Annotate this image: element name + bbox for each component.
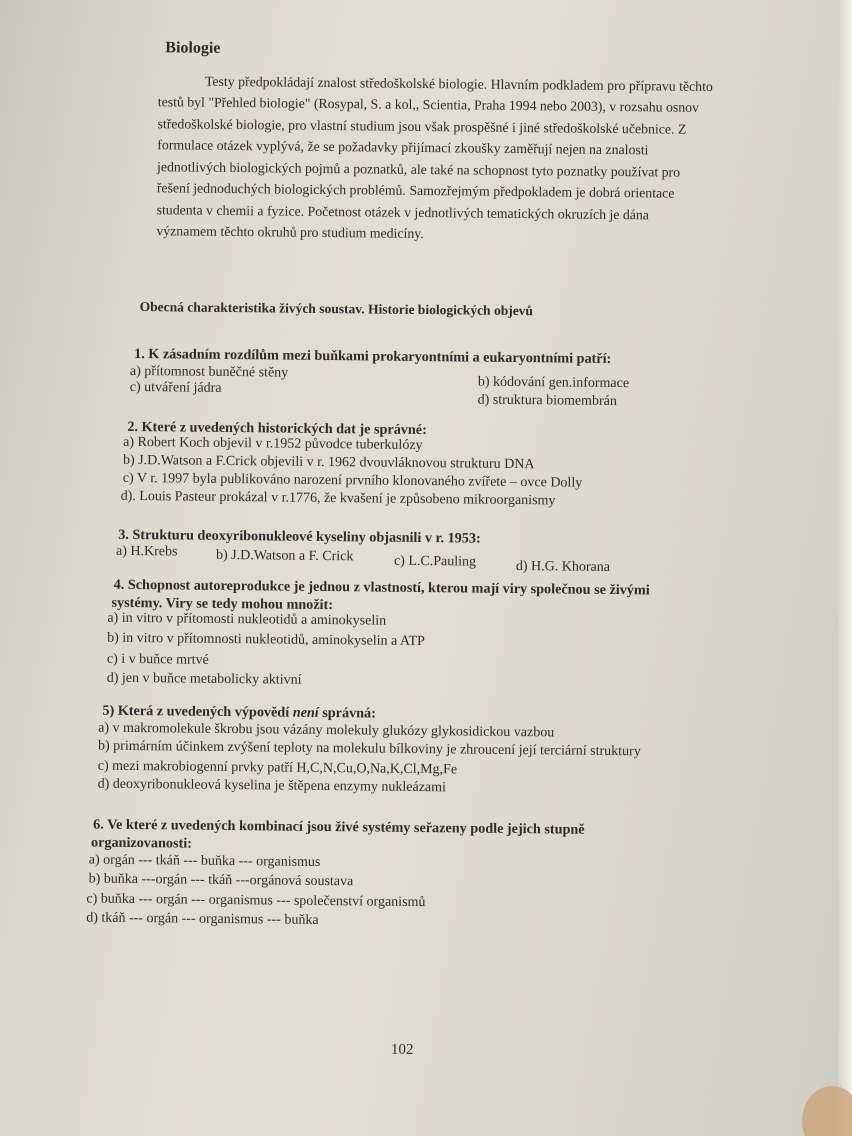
q1-option-b: b) kódování gen.informace	[477, 374, 630, 392]
intro-line-1: Testy předpokládají znalost středoškolské biologie. Hlavním podkladem pro přípravu těchto	[204, 73, 713, 95]
question-2: 2. Které z uvedených historických dat je správné:	[127, 418, 427, 439]
intro-line-2: testů byl "Přehled biologie" (Rosypal, S. a kol,, Scientia, Praha 1994 nebo 2003), v rozsahu osnov	[157, 94, 700, 115]
q5-option-c: c) mezi makrobiogenní prvky patří H,C,N,Cu,O,Na,K,Cl,Mg,Fe	[97, 758, 458, 778]
question-5	[102, 703, 376, 723]
intro-line-5: jednotlivých biologických pojmů a poznatků, ale také na schopnost tyto poznatky používat pro	[157, 159, 681, 180]
q5-option-d: d) deoxyribonukleová kyselina je štěpena enzymy nukleázami	[97, 776, 447, 796]
q3-option-a: a) H.Krebs	[115, 543, 178, 560]
q1-option-c: c) utváření jádra	[129, 379, 222, 396]
q2-option-a: a) Robert Koch objevil v r.1952 původce tuberkulózy	[123, 434, 423, 454]
question-4-line-2: systémy. Viry se tedy mohou množit:	[111, 594, 334, 614]
intro-line-8: významem těchto okruhů pro studium medicíny.	[156, 223, 424, 242]
q2-option-b: b) J.D.Watson a F.Crick objevili v r. 1962 dvouvláknovou strukturu DNA	[122, 452, 535, 473]
q6-option-c: c) buňka --- orgán --- organismus --- společenství organismů	[86, 891, 426, 911]
q6-option-b: b) buňka ---orgán --- tkáň ---orgánová soustava	[88, 871, 354, 890]
q1-option-d: d) struktura biomembrán	[477, 392, 617, 410]
q5-option-a: a) v makromolekule škrobu jsou vázány molekuly glukózy glykosidickou vazbou	[98, 720, 555, 741]
q4-option-a: a) in vitro v přítomosti nukleotidů a aminokyselin	[107, 610, 387, 629]
question-6-line-2: organizovanosti:	[90, 834, 192, 852]
question-5-post: správná:	[318, 704, 377, 722]
q3-option-d: d) H.G. Khorana	[515, 559, 611, 575]
question-4-line-1: 4. Schopnost autoreprodukce je jednou z vlastností, kterou mají viry společnou se živými	[113, 576, 650, 599]
question-1: 1. K zásadním rozdílům mezi buňkami prokaryontními a eukaryontními patří:	[134, 345, 612, 367]
q4-option-c: c) i v buňce mrtvé	[106, 651, 209, 668]
question-6-line-1: 6. Ve které z uvedených kombinací jsou živé systémy seřazeny podle jejich stupně	[93, 816, 585, 838]
question-5-pre: 5) Která z uvedených výpovědí	[102, 702, 293, 721]
page-number: 102	[390, 1041, 414, 1058]
q1-option-a: a) přítomnost buněčné stěny	[129, 363, 289, 381]
q5-option-b: b) primárním účinkem zvýšení teploty na molekulu bílkoviny je zhroucení její terciární struktury	[97, 738, 641, 760]
q6-option-a: a) orgán --- tkáň --- buňka --- organismus	[88, 852, 321, 870]
q2-option-c: c) V r. 1997 byla publikováno narození prvního klonovaného zvířete – ovce Dolly	[122, 470, 583, 491]
question-3: 3. Strukturu deoxyribonukleové kyseliny objasnili v r. 1953:	[118, 526, 481, 547]
intro-line-6: řešení jednoduchých biologických problémů. Samozřejmým předpokladem je dobrá orientace	[156, 180, 675, 201]
question-5-emphasis: není	[292, 704, 319, 721]
q3-option-b: b) J.D.Watson a F. Crick	[215, 547, 354, 565]
q3-option-c: c) L.C.Pauling	[393, 553, 477, 570]
section-title: Obecná charakteristika živých soustav. Historie biologických objevů	[139, 299, 534, 319]
q6-option-d: d) tkáň --- orgán --- organismus --- buňka	[86, 910, 319, 928]
intro-line-7: studenta v chemii a fyzice. Početnost otázek v jednotlivých tematických okruzích je dána	[156, 202, 650, 223]
q2-option-d: d). Louis Pasteur prokázal v r.1776, že kvašení je způsobeno mikroorganismy	[120, 488, 556, 509]
intro-line-4: formulace otázek vyplývá, že se požadavky přijímací zkoušky zaměřují nejen na znalosti	[157, 137, 649, 158]
intro-line-3: středoškolské biologie, pro vlastní studium jsou však prospěšné i jiné středoškolské učebnice. Z	[157, 116, 687, 137]
q4-option-b: b) in vitro v přítomnosti nukleotidů, aminokyselin a ATP	[107, 630, 425, 650]
page-heading: Biologie	[165, 39, 221, 57]
q4-option-d: d) jen v buňce metabolicky aktivní	[106, 670, 302, 688]
